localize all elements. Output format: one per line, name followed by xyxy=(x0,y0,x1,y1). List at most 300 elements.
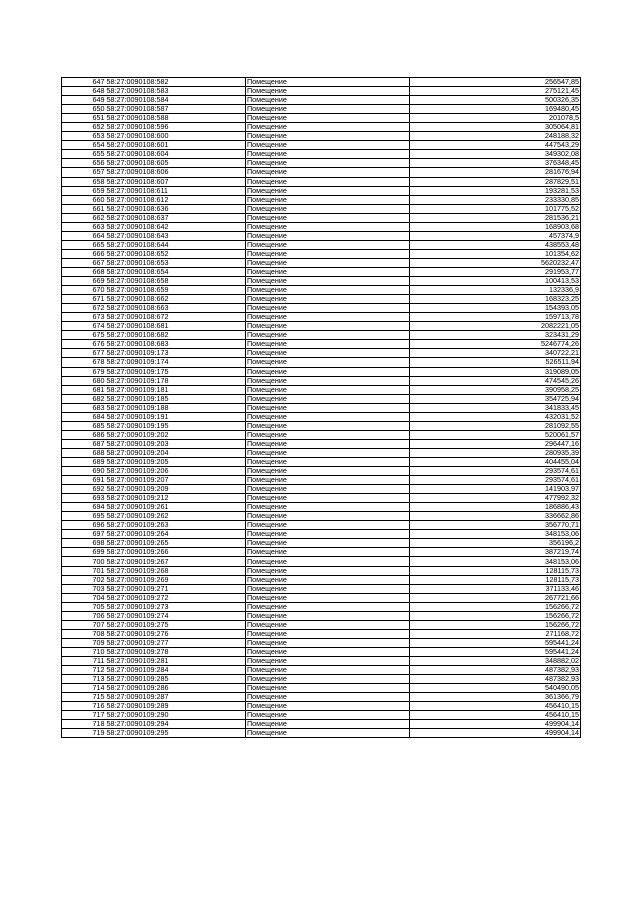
object-type: Помещение xyxy=(246,358,410,367)
row-number: 679 xyxy=(62,367,106,376)
table-row xyxy=(62,249,581,258)
row-number: 702 xyxy=(62,575,106,584)
object-type: Помещение xyxy=(246,123,410,132)
cadastral-number: 58:27:0090109:188 xyxy=(106,403,246,412)
table-row xyxy=(62,213,581,222)
table-row xyxy=(62,105,581,114)
object-type: Помещение xyxy=(246,159,410,168)
cadastral-number: 58:27:0090108:600 xyxy=(106,132,246,141)
object-type: Помещение xyxy=(246,322,410,331)
object-type: Помещение xyxy=(246,702,410,711)
cadastral-value: 256547,85 xyxy=(410,78,581,87)
table-row xyxy=(62,385,581,394)
row-number: 686 xyxy=(62,430,106,439)
object-type: Помещение xyxy=(246,222,410,231)
table-row xyxy=(62,575,581,584)
cadastral-value: 101354,62 xyxy=(410,249,581,258)
object-type: Помещение xyxy=(246,720,410,729)
object-type: Помещение xyxy=(246,530,410,539)
object-type: Помещение xyxy=(246,349,410,358)
row-number: 651 xyxy=(62,114,106,123)
cadastral-value: 2082221,05 xyxy=(410,322,581,331)
table-row xyxy=(62,159,581,168)
row-number: 675 xyxy=(62,331,106,340)
cadastral-value: 5246774,26 xyxy=(410,340,581,349)
object-type: Помещение xyxy=(246,385,410,394)
cadastral-value: 349302,08 xyxy=(410,150,581,159)
cadastral-number: 58:27:0090109:202 xyxy=(106,430,246,439)
cadastral-number: 58:27:0090109:287 xyxy=(106,693,246,702)
cadastral-number: 58:27:0090109:269 xyxy=(106,575,246,584)
object-type: Помещение xyxy=(246,277,410,286)
cadastral-number: 58:27:0090109:181 xyxy=(106,385,246,394)
object-type: Помещение xyxy=(246,367,410,376)
row-number: 712 xyxy=(62,666,106,675)
object-type: Помещение xyxy=(246,313,410,322)
cadastral-number: 58:27:0090108:672 xyxy=(106,313,246,322)
object-type: Помещение xyxy=(246,150,410,159)
table-body xyxy=(62,78,581,738)
row-number: 703 xyxy=(62,584,106,593)
object-type: Помещение xyxy=(246,647,410,656)
row-number: 694 xyxy=(62,503,106,512)
row-number: 680 xyxy=(62,376,106,385)
cadastral-number: 58:27:0090109:178 xyxy=(106,376,246,385)
table-row xyxy=(62,267,581,276)
table-row xyxy=(62,530,581,539)
cadastral-value: 432031,52 xyxy=(410,412,581,421)
table-row xyxy=(62,702,581,711)
object-type: Помещение xyxy=(246,503,410,512)
object-type: Помещение xyxy=(246,213,410,222)
table-row xyxy=(62,168,581,177)
table-row xyxy=(62,657,581,666)
cadastral-value: 477992,32 xyxy=(410,494,581,503)
table-row xyxy=(62,358,581,367)
object-type: Помещение xyxy=(246,684,410,693)
object-type: Помещение xyxy=(246,168,410,177)
object-type: Помещение xyxy=(246,521,410,530)
cadastral-value: 341833,45 xyxy=(410,403,581,412)
cadastral-value: 348153,06 xyxy=(410,557,581,566)
table-row xyxy=(62,557,581,566)
table-row xyxy=(62,457,581,466)
cadastral-number: 58:27:0090108:588 xyxy=(106,114,246,123)
object-type: Помещение xyxy=(246,78,410,87)
cadastral-number: 58:27:0090108:601 xyxy=(106,141,246,150)
cadastral-value: 456410,15 xyxy=(410,711,581,720)
table-row xyxy=(62,611,581,620)
cadastral-value: 5620232,47 xyxy=(410,258,581,267)
row-number: 671 xyxy=(62,295,106,304)
row-number: 718 xyxy=(62,720,106,729)
table-row xyxy=(62,485,581,494)
object-type: Помещение xyxy=(246,675,410,684)
table-row xyxy=(62,684,581,693)
cadastral-value: 474545,26 xyxy=(410,376,581,385)
cadastral-value: 387219,74 xyxy=(410,548,581,557)
table-row xyxy=(62,593,581,602)
cadastral-value: 128115,73 xyxy=(410,566,581,575)
table-row xyxy=(62,349,581,358)
cadastral-value: 356196,2 xyxy=(410,539,581,548)
row-number: 659 xyxy=(62,186,106,195)
cadastral-value: 500326,35 xyxy=(410,96,581,105)
row-number: 656 xyxy=(62,159,106,168)
object-type: Помещение xyxy=(246,430,410,439)
table-row xyxy=(62,376,581,385)
object-type: Помещение xyxy=(246,638,410,647)
cadastral-number: 58:27:0090109:173 xyxy=(106,349,246,358)
cadastral-number: 58:27:0090108:637 xyxy=(106,213,246,222)
row-number: 684 xyxy=(62,412,106,421)
row-number: 695 xyxy=(62,512,106,521)
table-row xyxy=(62,521,581,530)
row-number: 715 xyxy=(62,693,106,702)
cadastral-number: 58:27:0090109:203 xyxy=(106,439,246,448)
table-row xyxy=(62,512,581,521)
table-row xyxy=(62,367,581,376)
object-type: Помещение xyxy=(246,286,410,295)
table-row xyxy=(62,322,581,331)
cadastral-number: 58:27:0090109:204 xyxy=(106,448,246,457)
cadastral-number: 58:27:0090109:286 xyxy=(106,684,246,693)
cadastral-value: 404455,04 xyxy=(410,457,581,466)
cadastral-number: 58:27:0090109:281 xyxy=(106,657,246,666)
cadastral-number: 58:27:0090108:653 xyxy=(106,258,246,267)
object-type: Помещение xyxy=(246,657,410,666)
cadastral-value: 168903,68 xyxy=(410,222,581,231)
cadastral-value: 499904,14 xyxy=(410,720,581,729)
cadastral-number: 58:27:0090109:295 xyxy=(106,729,246,738)
cadastral-value: 156266,72 xyxy=(410,611,581,620)
object-type: Помещение xyxy=(246,394,410,403)
cadastral-number: 58:27:0090109:273 xyxy=(106,602,246,611)
cadastral-number: 58:27:0090108:584 xyxy=(106,96,246,105)
cadastral-number: 58:27:0090109:284 xyxy=(106,666,246,675)
row-number: 710 xyxy=(62,647,106,656)
cadastral-value: 291953,77 xyxy=(410,267,581,276)
cadastral-value: 141903,97 xyxy=(410,485,581,494)
cadastral-value: 348153,06 xyxy=(410,530,581,539)
cadastral-value: 323431,29 xyxy=(410,331,581,340)
object-type: Помещение xyxy=(246,204,410,213)
cadastral-number: 58:27:0090109:212 xyxy=(106,494,246,503)
object-type: Помещение xyxy=(246,331,410,340)
table-row xyxy=(62,150,581,159)
cadastral-value: 595441,24 xyxy=(410,638,581,647)
row-number: 706 xyxy=(62,611,106,620)
table-row xyxy=(62,132,581,141)
cadastral-number: 58:27:0090108:604 xyxy=(106,150,246,159)
cadastral-value: 154393,05 xyxy=(410,304,581,313)
cadastral-number: 58:27:0090108:683 xyxy=(106,340,246,349)
cadastral-number: 58:27:0090108:606 xyxy=(106,168,246,177)
object-type: Помещение xyxy=(246,105,410,114)
table-row xyxy=(62,548,581,557)
cadastral-value: 267721,66 xyxy=(410,593,581,602)
object-type: Помещение xyxy=(246,304,410,313)
table-row xyxy=(62,584,581,593)
table-row xyxy=(62,141,581,150)
object-type: Помещение xyxy=(246,114,410,123)
cadastral-number: 58:27:0090108:659 xyxy=(106,286,246,295)
cadastral-value: 293574,61 xyxy=(410,476,581,485)
cadastral-value: 595441,24 xyxy=(410,647,581,656)
row-number: 666 xyxy=(62,249,106,258)
row-number: 696 xyxy=(62,521,106,530)
cadastral-value: 340722,21 xyxy=(410,349,581,358)
cadastral-number: 58:27:0090109:276 xyxy=(106,629,246,638)
table-row xyxy=(62,114,581,123)
object-type: Помещение xyxy=(246,467,410,476)
table-row xyxy=(62,602,581,611)
table-row xyxy=(62,638,581,647)
table-row xyxy=(62,186,581,195)
row-number: 669 xyxy=(62,277,106,286)
row-number: 681 xyxy=(62,385,106,394)
object-type: Помещение xyxy=(246,195,410,204)
object-type: Помещение xyxy=(246,476,410,485)
cadastral-number: 58:27:0090108:642 xyxy=(106,222,246,231)
table-row xyxy=(62,693,581,702)
table-row xyxy=(62,340,581,349)
row-number: 647 xyxy=(62,78,106,87)
table-row xyxy=(62,566,581,575)
cadastral-value: 248188,32 xyxy=(410,132,581,141)
cadastral-value: 457374,9 xyxy=(410,231,581,240)
cadastral-value: 275121,45 xyxy=(410,87,581,96)
row-number: 672 xyxy=(62,304,106,313)
table-row xyxy=(62,675,581,684)
cadastral-value: 287829,51 xyxy=(410,177,581,186)
cadastral-number: 58:27:0090109:195 xyxy=(106,421,246,430)
cadastral-value: 280935,39 xyxy=(410,448,581,457)
cadastral-number: 58:27:0090108:662 xyxy=(106,295,246,304)
row-number: 661 xyxy=(62,204,106,213)
row-number: 707 xyxy=(62,620,106,629)
cadastral-value: 305064,81 xyxy=(410,123,581,132)
row-number: 655 xyxy=(62,150,106,159)
cadastral-number: 58:27:0090108:607 xyxy=(106,177,246,186)
row-number: 660 xyxy=(62,195,106,204)
cadastral-value: 526511,94 xyxy=(410,358,581,367)
cadastral-number: 58:27:0090108:652 xyxy=(106,249,246,258)
object-type: Помещение xyxy=(246,620,410,629)
cadastral-value: 540490,05 xyxy=(410,684,581,693)
row-number: 673 xyxy=(62,313,106,322)
object-type: Помещение xyxy=(246,96,410,105)
cadastral-value: 354725,94 xyxy=(410,394,581,403)
object-type: Помещение xyxy=(246,258,410,267)
table-row xyxy=(62,240,581,249)
row-number: 649 xyxy=(62,96,106,105)
cadastral-value: 520061,57 xyxy=(410,430,581,439)
row-number: 708 xyxy=(62,629,106,638)
table-row xyxy=(62,430,581,439)
row-number: 677 xyxy=(62,349,106,358)
cadastral-number: 58:27:0090109:185 xyxy=(106,394,246,403)
row-number: 688 xyxy=(62,448,106,457)
table-row xyxy=(62,711,581,720)
cadastral-value: 361366,79 xyxy=(410,693,581,702)
row-number: 714 xyxy=(62,684,106,693)
object-type: Помещение xyxy=(246,141,410,150)
table-row xyxy=(62,295,581,304)
cadastral-value: 487382,93 xyxy=(410,666,581,675)
cadastral-value: 293574,61 xyxy=(410,467,581,476)
table-row xyxy=(62,195,581,204)
cadastral-number: 58:27:0090108:612 xyxy=(106,195,246,204)
row-number: 691 xyxy=(62,476,106,485)
table-row xyxy=(62,78,581,87)
table-row xyxy=(62,403,581,412)
table-row xyxy=(62,494,581,503)
cadastral-value-table xyxy=(61,77,581,738)
object-type: Помещение xyxy=(246,557,410,566)
cadastral-number: 58:27:0090108:611 xyxy=(106,186,246,195)
row-number: 670 xyxy=(62,286,106,295)
table-row xyxy=(62,539,581,548)
table-row xyxy=(62,448,581,457)
row-number: 682 xyxy=(62,394,106,403)
row-number: 652 xyxy=(62,123,106,132)
object-type: Помещение xyxy=(246,177,410,186)
object-type: Помещение xyxy=(246,240,410,249)
cadastral-number: 58:27:0090109:272 xyxy=(106,593,246,602)
cadastral-number: 58:27:0090109:266 xyxy=(106,548,246,557)
cadastral-value: 156266,72 xyxy=(410,620,581,629)
row-number: 664 xyxy=(62,231,106,240)
row-number: 654 xyxy=(62,141,106,150)
cadastral-value: 159713,78 xyxy=(410,313,581,322)
row-number: 698 xyxy=(62,539,106,548)
cadastral-value: 456410,15 xyxy=(410,702,581,711)
object-type: Помещение xyxy=(246,629,410,638)
cadastral-value: 348882,02 xyxy=(410,657,581,666)
cadastral-number: 58:27:0090109:290 xyxy=(106,711,246,720)
cadastral-value: 233330,85 xyxy=(410,195,581,204)
table-row xyxy=(62,729,581,738)
row-number: 648 xyxy=(62,87,106,96)
row-number: 701 xyxy=(62,566,106,575)
object-type: Помещение xyxy=(246,566,410,575)
table-row xyxy=(62,87,581,96)
row-number: 699 xyxy=(62,548,106,557)
object-type: Помещение xyxy=(246,186,410,195)
table-row xyxy=(62,222,581,231)
table-row xyxy=(62,412,581,421)
row-number: 657 xyxy=(62,168,106,177)
cadastral-number: 58:27:0090109:175 xyxy=(106,367,246,376)
cadastral-number: 58:27:0090108:596 xyxy=(106,123,246,132)
row-number: 717 xyxy=(62,711,106,720)
cadastral-value: 186886,43 xyxy=(410,503,581,512)
row-number: 668 xyxy=(62,267,106,276)
table-row xyxy=(62,313,581,322)
object-type: Помещение xyxy=(246,666,410,675)
cadastral-value: 499904,14 xyxy=(410,729,581,738)
table-row xyxy=(62,629,581,638)
object-type: Помещение xyxy=(246,249,410,258)
row-number: 705 xyxy=(62,602,106,611)
cadastral-number: 58:27:0090108:605 xyxy=(106,159,246,168)
row-number: 719 xyxy=(62,729,106,738)
table-row xyxy=(62,666,581,675)
cadastral-number: 58:27:0090109:289 xyxy=(106,702,246,711)
object-type: Помещение xyxy=(246,132,410,141)
table-row xyxy=(62,467,581,476)
cadastral-number: 58:27:0090109:278 xyxy=(106,647,246,656)
table-row xyxy=(62,720,581,729)
table-row xyxy=(62,331,581,340)
object-type: Помещение xyxy=(246,295,410,304)
table-row xyxy=(62,647,581,656)
table-row xyxy=(62,421,581,430)
table-row xyxy=(62,620,581,629)
object-type: Помещение xyxy=(246,512,410,521)
cadastral-value: 296447,16 xyxy=(410,439,581,448)
cadastral-number: 58:27:0090108:582 xyxy=(106,78,246,87)
cadastral-number: 58:27:0090108:681 xyxy=(106,322,246,331)
table-row xyxy=(62,304,581,313)
table-row xyxy=(62,277,581,286)
cadastral-value: 101775,52 xyxy=(410,204,581,213)
cadastral-value: 371133,46 xyxy=(410,584,581,593)
object-type: Помещение xyxy=(246,267,410,276)
cadastral-number: 58:27:0090109:263 xyxy=(106,521,246,530)
cadastral-number: 58:27:0090109:261 xyxy=(106,503,246,512)
table-row xyxy=(62,439,581,448)
cadastral-value: 271168,72 xyxy=(410,629,581,638)
cadastral-value: 319089,05 xyxy=(410,367,581,376)
row-number: 678 xyxy=(62,358,106,367)
cadastral-number: 58:27:0090109:271 xyxy=(106,584,246,593)
object-type: Помещение xyxy=(246,412,410,421)
table-row xyxy=(62,177,581,186)
table-row xyxy=(62,96,581,105)
row-number: 658 xyxy=(62,177,106,186)
cadastral-number: 58:27:0090109:191 xyxy=(106,412,246,421)
cadastral-value: 336662,86 xyxy=(410,512,581,521)
row-number: 663 xyxy=(62,222,106,231)
cadastral-value: 281536,21 xyxy=(410,213,581,222)
object-type: Помещение xyxy=(246,485,410,494)
row-number: 662 xyxy=(62,213,106,222)
object-type: Помещение xyxy=(246,593,410,602)
cadastral-value: 169480,45 xyxy=(410,105,581,114)
cadastral-number: 58:27:0090109:264 xyxy=(106,530,246,539)
object-type: Помещение xyxy=(246,693,410,702)
row-number: 665 xyxy=(62,240,106,249)
cadastral-number: 58:27:0090108:682 xyxy=(106,331,246,340)
cadastral-value: 376348,45 xyxy=(410,159,581,168)
table-row xyxy=(62,476,581,485)
object-type: Помещение xyxy=(246,87,410,96)
cadastral-number: 58:27:0090109:174 xyxy=(106,358,246,367)
object-type: Помещение xyxy=(246,376,410,385)
table-row xyxy=(62,503,581,512)
cadastral-number: 58:27:0090109:277 xyxy=(106,638,246,647)
cadastral-number: 58:27:0090109:275 xyxy=(106,620,246,629)
row-number: 709 xyxy=(62,638,106,647)
cadastral-number: 58:27:0090109:267 xyxy=(106,557,246,566)
object-type: Помещение xyxy=(246,448,410,457)
cadastral-value: 132336,9 xyxy=(410,286,581,295)
object-type: Помещение xyxy=(246,548,410,557)
row-number: 711 xyxy=(62,657,106,666)
table-row xyxy=(62,394,581,403)
